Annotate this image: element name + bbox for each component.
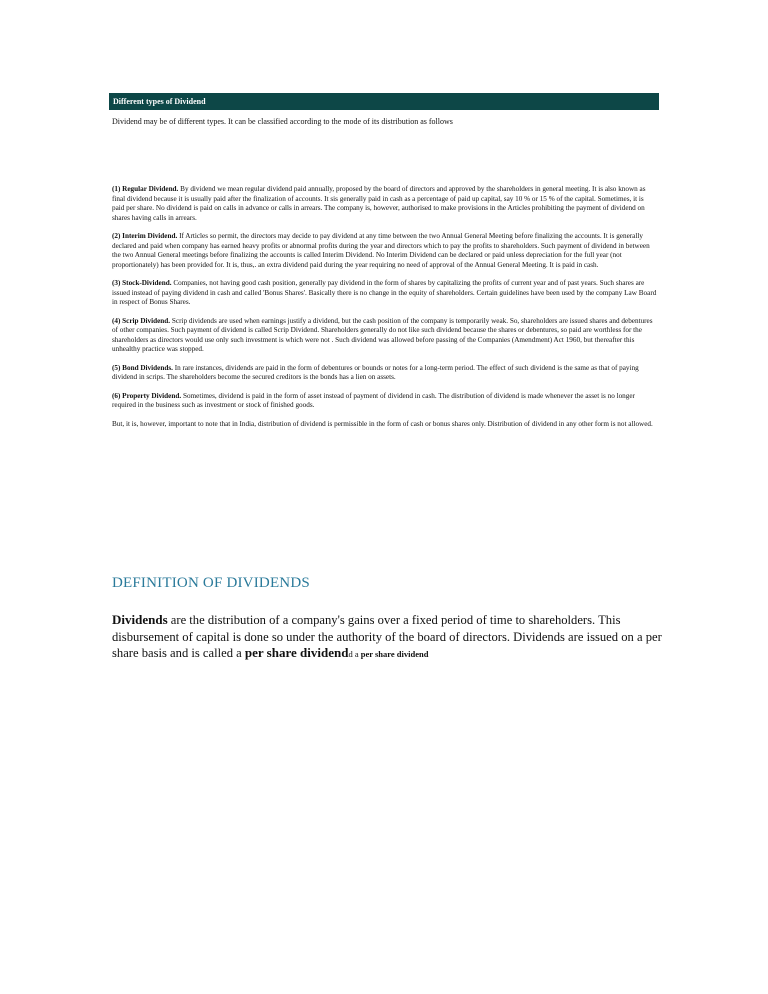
list-item <box>112 185 657 223</box>
item-text: Companies, not having good cash position, generally pay dividend in the form of shares by capitalizing the profits of current year and of past years. Such shares are issued instead of paying dividend in cash and called 'Bonus Shares'. Basically there is no change in the equity of shareholders. Certain guidelines have been used by the company Law Board in respect of Bonus Shares. <box>112 279 657 306</box>
item-title: (2) Interim Dividend. <box>112 232 178 240</box>
item-title: (6) Property Dividend. <box>112 391 182 400</box>
item-text: Scrip dividends are used when earnings justify a dividend, but the cash position of the company is temporarily weak. So, shareholders are issued shares and debentures of other companies. Such payment of dividend is called Scrip Dividend. Shareholders generally do not like such dividend because the shares or debentures, so paid are worthless for the shareholders as directors would use only such investment is which were not . Such dividend was allowed before passing of the Companies (Amendment) Act 1960, but thereafter this unhealthy practice was stopped. <box>112 316 653 353</box>
item-title: (3) Stock-Dividend. <box>112 279 172 287</box>
list-item <box>112 317 657 355</box>
item-text: Sometimes, dividend is paid in the form of asset instead of payment of dividend in cash. The distribution of dividend is made whenever the asset is no longer required in the business such as investment or stock of finished goods. <box>112 391 635 409</box>
list-item <box>112 392 657 411</box>
item-title: (4) Scrip Dividend. <box>112 316 171 325</box>
item-title: (1) Regular Dividend. <box>112 185 179 193</box>
item-text: But, it is, however, important to note that in India, distribution of dividend is permissible in the form of cash or bonus shares only. Distribution of dividend in any other form is not allowed. <box>112 419 653 428</box>
definition-tail-term: per share dividend <box>360 649 429 659</box>
item-text: In rare instances, dividends are paid in the form of debentures or bounds or notes for a long-term period. The effect of such dividend is the same as that of paying dividend in scrips. The shareholders become the secured creditors is the bonds has a lien on assets. <box>112 363 639 381</box>
item-text: If Articles so permit, the directors may decide to pay dividend at any time between the two Annual General Meeting before finalizing the accounts. It is generally declared and paid when company has earned heavy profits or abnormal profits during the year and directors which to pay the profits to shareholders. Such payment of dividend in between the two Annual General meetings before finalizing the accounts is called Interim Dividend. No Interim Dividend can be declared or paid unless depreciation for the full year (not proportionately) has been provided for. It is, thus,. an extra dividend paid during the year requiring no need of approval of the Annual General Meeting. It is paid in cash. <box>112 232 650 269</box>
definition-paragraph <box>112 612 672 663</box>
definition-term: per share dividend <box>244 645 349 660</box>
item-text: By dividend we mean regular dividend paid annually, proposed by the board of directors and approved by the shareholders in general meeting. It is also known as final dividend because it is usually paid after the finalization of accounts. It sis generally paid in cash as a percentage of paid up capital, say 10 % or 15 % of the capital. Sometimes, it is paid per share. No dividend is paid on calls in advance or calls in arrears. The company is, however, authorised to make provisions in the Articles prohibiting the payment of dividend on shares having calls in arrears. <box>112 185 646 222</box>
definition-body: are the distribution of a company's gains over a fixed period of time to shareholders. This disbursement of capital is done so under the authority of the board of directors. Dividends are issued on a per share basis and is called a <box>112 613 662 660</box>
definition-tail: d a <box>348 649 361 659</box>
section-title-bar <box>109 93 659 110</box>
item-title: (5) Bond Dividends. <box>112 363 173 372</box>
dividend-types-list <box>112 185 657 438</box>
intro-text: Dividend may be of different types. It can be classified according to the mode of its distribution as follows <box>112 117 453 126</box>
closing-note <box>112 420 657 430</box>
list-item <box>112 232 657 270</box>
list-item <box>112 279 657 308</box>
definition-lead: Dividends <box>112 612 168 627</box>
section-title: Different types of Dividend <box>113 97 206 106</box>
definition-heading: DEFINITION OF DIVIDENDS <box>112 575 310 591</box>
list-item <box>112 364 657 383</box>
